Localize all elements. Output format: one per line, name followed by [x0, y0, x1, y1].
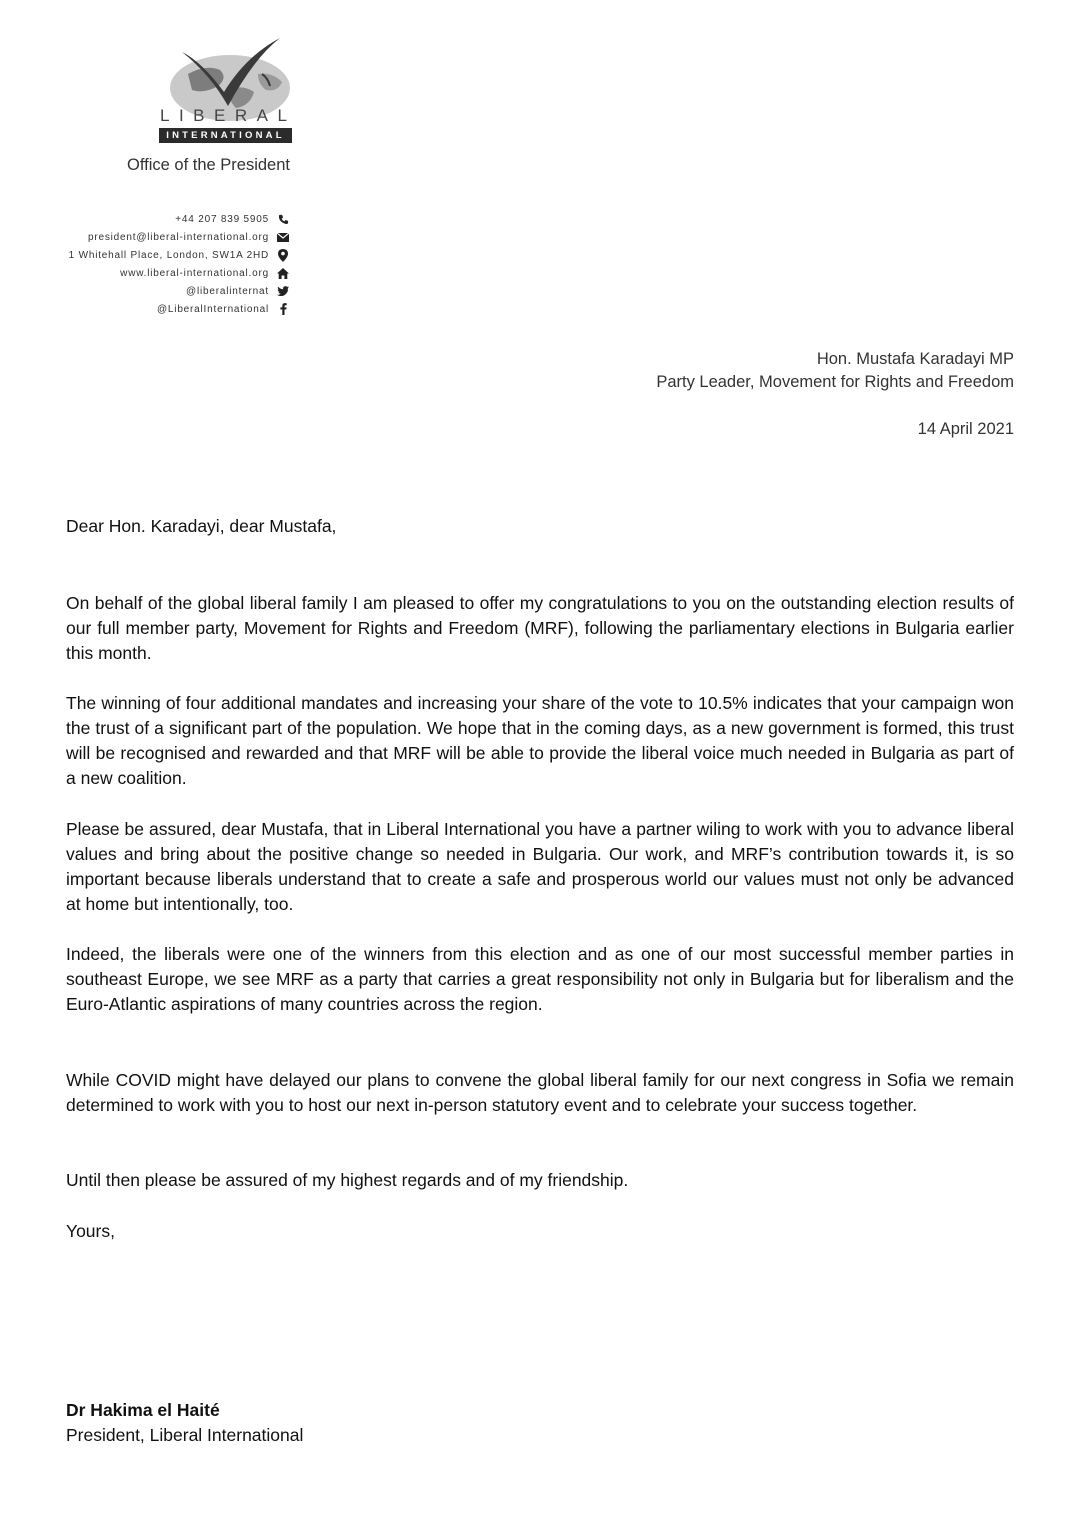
- contact-twitter: [69, 282, 290, 300]
- paragraph-5: While COVID might have delayed our plans to convene the global liberal family for our next congress in Sofia we remain determined to work with you to host our next in-person statutory event and to celebrate your success together.: [66, 1070, 1014, 1115]
- logo-wordmark: LIBERAL: [160, 106, 297, 125]
- envelope-icon: [276, 230, 290, 244]
- paragraph-4: Indeed, the liberals were one of the winners from this election and as one of our most successful member parties in southeast Europe, we see MRF as a party that carries a great responsibility not only in Bulgaria but for liberalism and the Euro-Atlantic aspirations of many countries across the region.: [66, 944, 1014, 1014]
- contact-phone: [69, 210, 290, 228]
- salutation: Dear Hon. Karadayi, dear Mustafa,: [66, 516, 337, 536]
- signatory-title: President, Liberal International: [66, 1425, 304, 1445]
- logo-subtitle-bar: INTERNATIONAL: [159, 128, 292, 143]
- liberal-international-logo: [158, 34, 297, 144]
- home-icon: [276, 266, 290, 280]
- contact-facebook-text: @LiberalInternational: [156, 303, 269, 315]
- recipient-title: Party Leader, Movement for Rights and Freedom: [656, 373, 1014, 391]
- contact-phone-text: +44 207 839 5905: [175, 213, 269, 225]
- contact-address: [69, 246, 290, 264]
- signatory-name: Dr Hakima el Haité: [66, 1400, 220, 1420]
- contact-website: [69, 264, 290, 282]
- letter-date: 14 April 2021: [917, 420, 1014, 438]
- office-of-president-label: Office of the President: [127, 156, 290, 174]
- phone-icon: [276, 212, 290, 226]
- contact-email-text: president@liberal-international.org: [87, 231, 269, 243]
- location-pin-icon: [276, 248, 290, 262]
- recipient-block: [656, 348, 1014, 394]
- recipient-name: Hon. Mustafa Karadayi MP: [816, 350, 1014, 368]
- paragraph-1: On behalf of the global liberal family I am pleased to offer my congratulations to you on the outstanding election results of our full member party, Movement for Rights and Freedom (MRF), following the parliamentary elections in Bulgaria earlier this month.: [66, 593, 1014, 663]
- contact-facebook: [69, 300, 290, 318]
- contact-email: [69, 228, 290, 246]
- contact-twitter-text: @liberalinternat: [186, 285, 269, 297]
- paragraph-3: Please be assured, dear Mustafa, that in Liberal International you have a partner wiling to work with you to advance liberal values and bring about the positive change so needed in Bulgaria. Our work, and MRF’s contribution towards it, is so important because liberals understand that to create a safe and prosperous world our values must not only be advanced at home but intentionally, too.: [66, 819, 1014, 914]
- contact-block: [69, 210, 290, 318]
- paragraph-6: Until then please be assured of my highest regards and of my friendship.: [66, 1170, 629, 1190]
- paragraph-2: The winning of four additional mandates and increasing your share of the vote to 10.5% indicates that your campaign won the trust of a significant part of the population. We hope that in the coming days, as a new government is formed, this trust will be recognised and rewarded and that MRF will be able to provide the liberal voice much needed in Bulgaria as part of a new coalition.: [66, 693, 1014, 788]
- closing: Yours,: [66, 1221, 115, 1241]
- facebook-icon: [276, 302, 290, 316]
- contact-address-text: 1 Whitehall Place, London, SW1A 2HD: [68, 249, 269, 261]
- contact-website-text: www.liberal-international.org: [120, 267, 269, 279]
- twitter-icon: [276, 284, 290, 298]
